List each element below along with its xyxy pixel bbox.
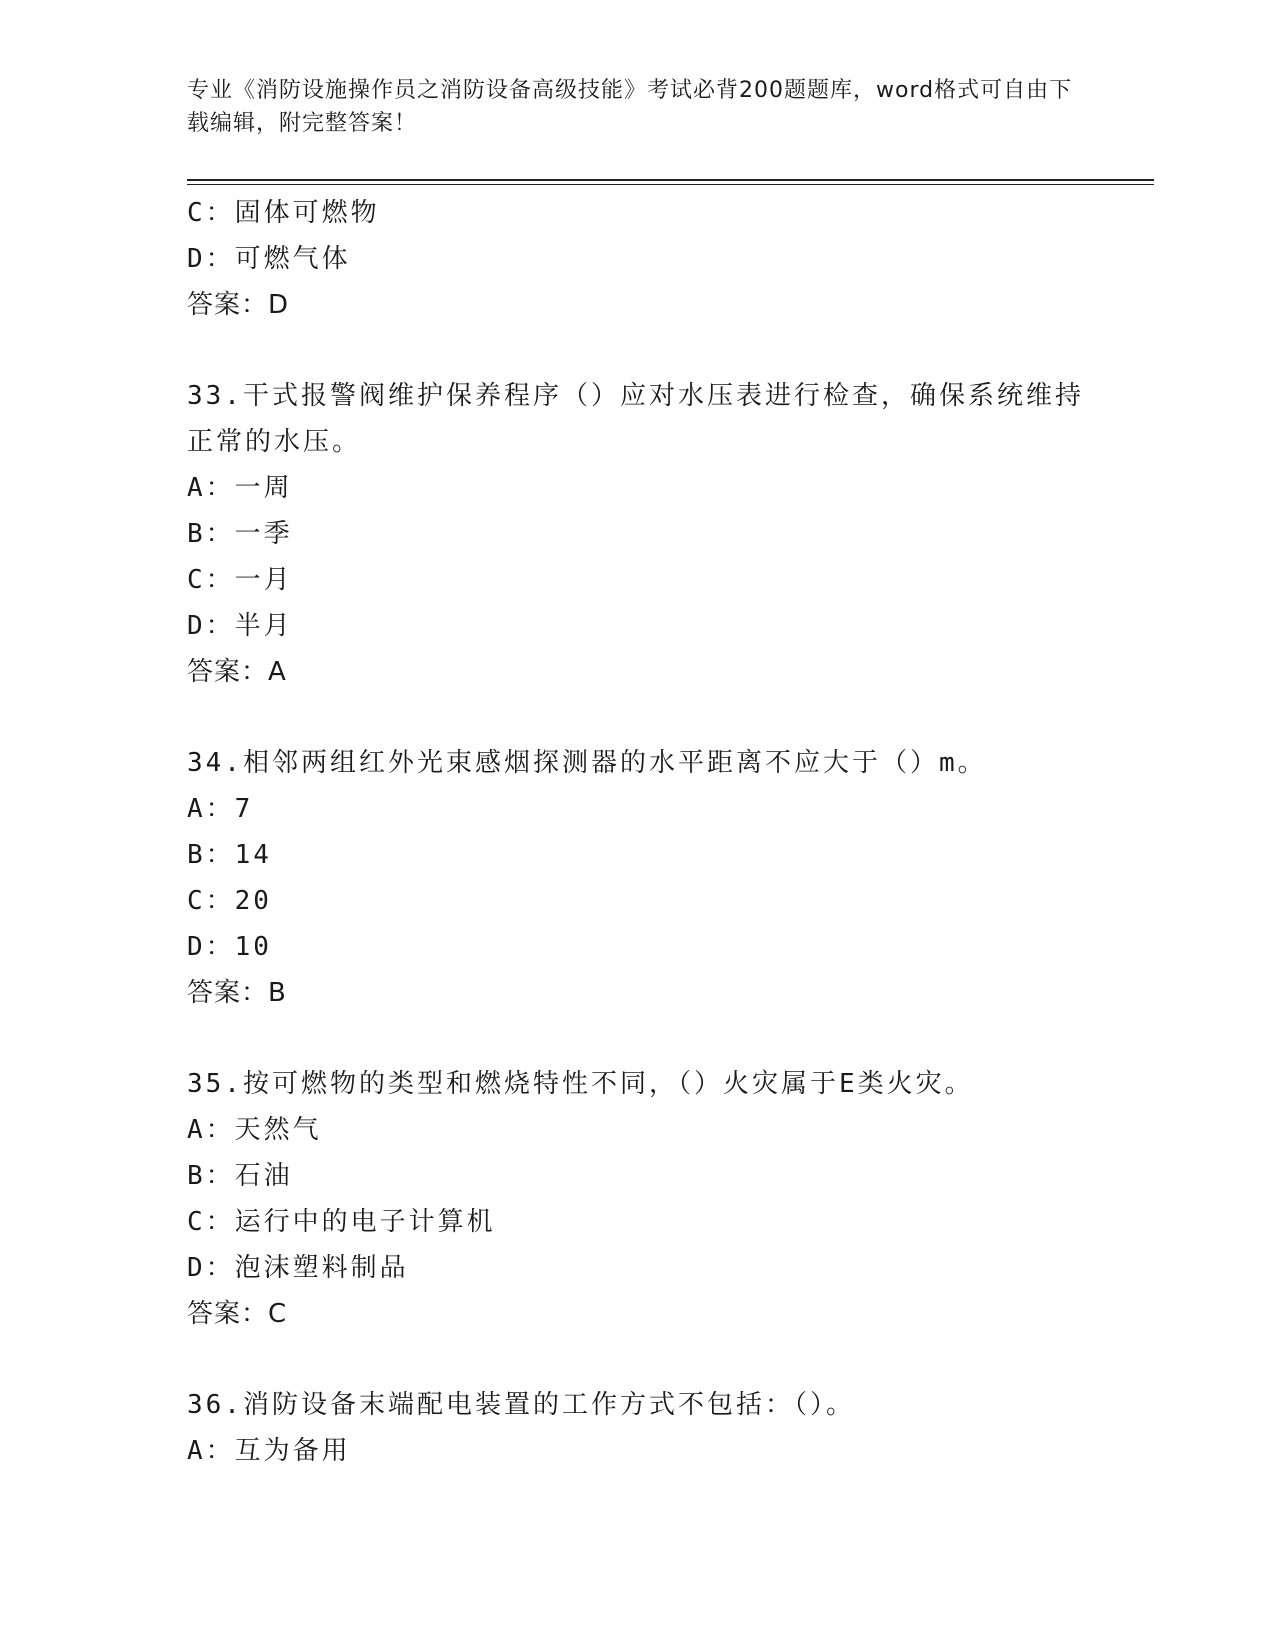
option-label: D： [187, 1253, 235, 1283]
option-text: 石油 [234, 1161, 293, 1191]
option-text: 一季 [234, 519, 293, 549]
answer-line: 答案：D [187, 290, 290, 320]
option-label: A： [187, 1436, 235, 1466]
question-stem-33: 33.干式报警阀维护保养程序（）应对水压表进行检查，确保系统维持正常的水压。 [187, 381, 1084, 457]
option-label: C： [187, 198, 235, 228]
option-b [187, 832, 1087, 878]
option-text: 可燃气体 [234, 244, 351, 274]
option-text: 泡沫塑料制品 [234, 1253, 409, 1283]
option-label: A： [187, 1115, 235, 1145]
option-c [187, 878, 1087, 924]
option-text: 运行中的电子计算机 [234, 1207, 496, 1237]
option-text: 一周 [234, 473, 293, 503]
question-stem-34: 34.相邻两组红外光束感烟探测器的水平距离不应大于（）m。 [187, 748, 987, 778]
option-b [187, 511, 1087, 557]
option-text: 7 [234, 794, 254, 824]
option-label: C： [187, 1207, 235, 1237]
option-text: 固体可燃物 [234, 198, 380, 228]
option-label: B： [187, 519, 235, 549]
option-text: 10 [234, 932, 272, 962]
option-d [187, 236, 1087, 282]
option-text: 一月 [234, 565, 293, 595]
option-a [187, 1107, 1087, 1153]
question-stem-35: 35.按可燃物的类型和燃烧特性不同，（）火灾属于E类火灾。 [187, 1069, 974, 1099]
option-label: B： [187, 1161, 235, 1191]
option-label: D： [187, 932, 235, 962]
option-d [187, 924, 1087, 970]
answer-line: 答案：B [187, 978, 287, 1008]
option-d [187, 1245, 1087, 1291]
header-rule-thick [187, 179, 1154, 181]
option-label: A： [187, 473, 235, 503]
option-label: D： [187, 244, 235, 274]
question-stem-36: 36.消防设备末端配电装置的工作方式不包括：（）。 [187, 1390, 855, 1420]
option-text: 互为备用 [234, 1436, 351, 1466]
option-text: 14 [234, 840, 272, 870]
option-text: 20 [234, 886, 272, 916]
header-rule-thin [187, 184, 1154, 185]
option-b [187, 1153, 1087, 1199]
document-header: 专业《消防设施操作员之消防设备高级技能》考试必背200题题库，word格式可自由下载编辑，附完整答案！ [187, 78, 1073, 136]
option-d [187, 603, 1087, 649]
option-c [187, 1199, 1087, 1245]
question-list [187, 190, 1087, 1474]
option-a [187, 465, 1087, 511]
answer-line: 答案：A [187, 657, 287, 687]
option-text: 天然气 [234, 1115, 322, 1145]
option-label: C： [187, 565, 235, 595]
option-label: A： [187, 794, 235, 824]
option-text: 半月 [234, 611, 293, 641]
option-label: B： [187, 840, 235, 870]
option-a [187, 786, 1087, 832]
option-c [187, 190, 1087, 236]
option-label: C： [187, 886, 235, 916]
option-a [187, 1428, 1087, 1474]
option-c [187, 557, 1087, 603]
answer-line: 答案：C [187, 1299, 288, 1329]
option-label: D： [187, 611, 235, 641]
